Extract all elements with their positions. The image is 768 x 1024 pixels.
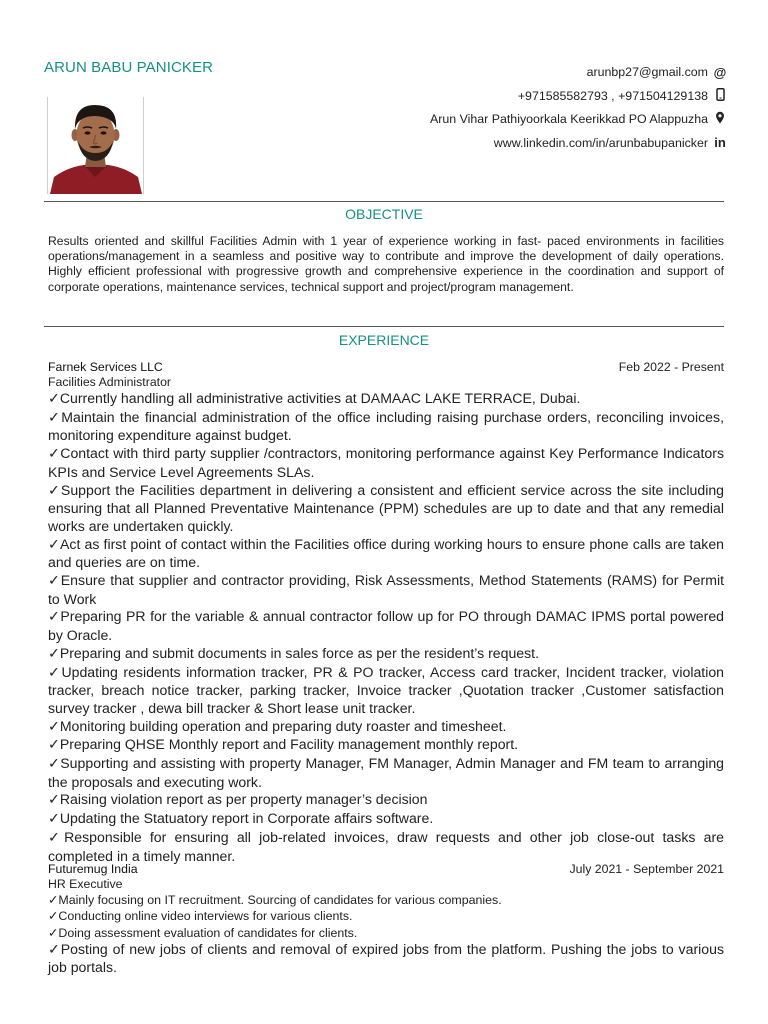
job-role: HR Executive — [48, 877, 123, 891]
check-icon: ✓ — [48, 924, 59, 940]
duty-item: ✓Preparing QHSE Monthly report and Facility management monthly report. — [48, 736, 519, 754]
check-icon: ✓ — [48, 908, 59, 924]
contact-linkedin[interactable]: www.linkedin.com/in/arunbabupanicker — [493, 135, 708, 150]
at-icon: @ — [713, 64, 727, 80]
duty-item: ✓Maintain the financial administration of the office including raising purchase orders, reconciling invoices, monitoring expenditure against budget. — [48, 408, 724, 444]
duty-item: ✓Updating residents information tracker, PR & PO tracker, Access card tracker, Incident tracker, violation tracker, breach notice tracker, parking tracker, Invoice tracker ,Quotation tracker ,Customer satisfaction survey tracker , dewa bill tracker & Short lease unit tracker. — [48, 663, 725, 716]
duty-item: ✓Act as first point of contact within the Facilities office during working hours to ensure phone calls are taken and queries are on time. — [48, 535, 724, 571]
duty-item: ✓Mainly focusing on IT recruitment. Sourcing of candidates for various companies. — [48, 892, 502, 907]
duty-item: ✓Preparing PR for the variable & annual contractor follow up for PO through DAMAC IPMS portal powered by Oracle. — [48, 608, 724, 644]
duty-list — [48, 892, 724, 977]
location-pin-icon — [713, 111, 727, 128]
duty-item: ✓Ensure that supplier and contractor providing, Risk Assessments, Method Statements (RAMS) for Permit to Work — [48, 572, 725, 607]
check-icon: ✓ — [48, 573, 61, 590]
check-icon: ✓ — [48, 718, 60, 735]
duty-item: ✓Contact with third party supplier /contractors, monitoring performance against Key Performance Indicators KPIs and Service Level Agreements SLAs. — [48, 445, 725, 480]
experience-heading: EXPERIENCE — [338, 332, 430, 348]
divider — [44, 326, 724, 327]
job-header — [48, 360, 724, 374]
company-name: Farnek Services LLC — [48, 360, 163, 374]
duty-item: ✓Currently handling all administrative activities at DAMAAC LAKE TERRACE, Dubai. — [48, 390, 581, 407]
contact-block — [430, 64, 727, 158]
check-icon: ✓ — [48, 391, 60, 407]
contact-address-row — [430, 111, 727, 135]
check-icon: ✓ — [48, 609, 61, 626]
check-icon: ✓ — [48, 664, 62, 681]
candidate-name: ARUN BABU PANICKER — [44, 59, 214, 76]
check-icon: ✓ — [48, 811, 60, 828]
profile-photo — [47, 97, 144, 194]
duty-item: ✓Raising violation report as per property manager’s decision — [48, 791, 428, 809]
duty-item: ✓Updating the Statuatory report in Corporate affairs software. — [48, 810, 434, 828]
check-icon: ✓ — [48, 756, 61, 773]
duty-item: ✓Conducting online video interviews for various clients. — [48, 908, 353, 924]
objective-heading: OBJECTIVE — [345, 206, 423, 222]
contact-phone[interactable]: +971585582793 , +971504129138 — [517, 88, 708, 103]
check-icon: ✓ — [48, 446, 61, 463]
company-name: Futuremug India — [48, 862, 138, 876]
check-icon: ✓ — [48, 941, 61, 958]
contact-email-row — [430, 64, 727, 88]
duty-item: ✓Responsible for ensuring all job-related invoices, draw requests and other job close-out tasks are completed in a timely manner. — [48, 828, 724, 864]
duty-item: ✓Preparing and submit documents in sales force as per the resident’s request. — [48, 644, 539, 662]
objective-text: Results oriented and skillful Facilities Admin with 1 year of experience working in fast- paced environments in facilities operations/management in a seamless and positive way to contribute and improve the development of daily operations. Highly efficient professional with progressive growth and comprehensive experience in the coordination and support of corporate operations, maintenance services, technical support and project/program management. — [48, 234, 724, 294]
contact-address: Arun Vihar Pathiyoorkala Keerikkad PO Alappuzha — [429, 112, 708, 126]
mobile-phone-icon — [713, 88, 727, 105]
check-icon: ✓ — [48, 892, 59, 907]
divider — [44, 201, 724, 202]
contact-phone-row — [430, 88, 727, 112]
check-icon: ✓ — [48, 645, 60, 662]
check-icon: ✓ — [48, 482, 61, 499]
duty-item: ✓Support the Facilities department in delivering a consistent and efficient service across the site including ensuring that all Planned Preventative Maintenance (PPM) schedules are up to date and that any remedial works are undertaken quickly. — [48, 481, 724, 534]
linkedin-icon: in — [714, 135, 726, 151]
duty-list — [48, 390, 724, 865]
contact-linkedin-row — [430, 135, 727, 159]
job-dates: July 2021 - September 2021 — [569, 862, 724, 876]
duty-item: ✓Supporting and assisting with property Manager, FM Manager, Admin Manager and FM team to arranging the proposals and executing work. — [48, 755, 724, 790]
job-role: Facilities Administrator — [48, 375, 172, 389]
check-icon: ✓ — [48, 829, 65, 846]
contact-email[interactable]: arunbp27@gmail.com — [586, 65, 708, 79]
check-icon: ✓ — [48, 792, 60, 809]
duty-item: ✓Monitoring building operation and preparing duty roaster and timesheet. — [48, 717, 507, 735]
job-dates: Feb 2022 - Present — [618, 360, 724, 374]
check-icon: ✓ — [48, 536, 61, 553]
check-icon: ✓ — [48, 409, 62, 426]
job-header — [48, 862, 724, 876]
duty-item: ✓Posting of new jobs of clients and removal of expired jobs from the platform. Pushing the jobs to various job portals. — [48, 940, 724, 976]
duty-item: ✓Doing assessment evaluation of candidates for clients. — [48, 924, 358, 940]
check-icon: ✓ — [48, 737, 60, 754]
